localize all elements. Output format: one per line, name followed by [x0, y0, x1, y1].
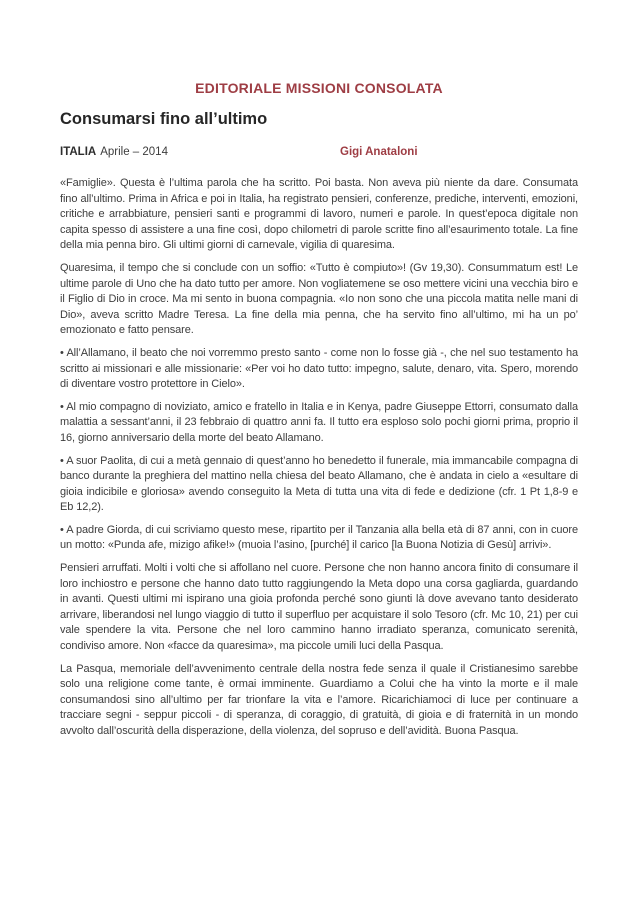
paragraph-pasqua: La Pasqua, memoriale dell’avvenimento centrale della nostra fede senza il quale il Cristianesimo sarebbe solo una religione come tante, è ormai imminente. Guardiamo a Colui che ha vinto la morte e il male consumandosi sino all’ultimo per far trionfare la vita e l’amore. Ricarichiamoci di luce per continuare a tracciare segni - seppur piccoli - di speranza, di coraggio, di gratuità, di gioia e di fraternità in un mondo avvolto dall’oscurità della disperazione, della violenza, del sopruso e dell’avidità. Buona Pasqua.	[60, 662, 578, 737]
paragraph-intro: «Famiglie». Questa è l’ultima parola che ha scritto. Poi basta. Non aveva più niente da dare. Consumata fino all’ultimo. Prima in Africa e poi in Italia, ha registrato pensieri, conferenze, prediche, interventi, emozioni, critiche e arrabbiature, pensieri santi e programmi di lavoro, numeri e parole. In quest’epoca digitale non capita spesso di assistere a una fine così, dopo chilometri di parole scritte fino all’esaurimento totale. La fine della mia penna biro. Gli ultimi giorni di carnevale, vigilia di quaresima.	[60, 177, 578, 252]
editorial-header: EDITORIALE MISSIONI CONSOLATA	[195, 80, 443, 96]
byline	[60, 145, 578, 160]
paragraph-bullet-paolita: • A suor Paolita, di cui a metà gennaio di quest’anno ho benedetto il funerale, mia immancabile compagna di banco durante la preghiera del mattino nella chiesa del beato Allamano, che è andata in cielo a «esultare di gioia indicibile e gloriosa» avendo conseguito la Meta di tutta una vita di fede e dedizione (cfr. 1 Pt 1,8-9 e Eb 12,2).	[60, 454, 578, 514]
byline-author: Gigi Anataloni	[340, 146, 418, 158]
paragraph-bullet-giorda: • A padre Giorda, di cui scriviamo questo mese, ripartito per il Tanzania alla bella età di 87 anni, con in cuore un motto: «Punda afe, mizigo afike!» (muoia l’asino, [purché] il carico [la Buona Notizia di Gesù] arrivi».	[60, 523, 578, 552]
paragraph-pensieri: Pensieri arruffati. Molti i volti che si affollano nel cuore. Persone che non hanno ancora finito di consumare il loro inchiostro e persone che hanno dato tutto raggiungendo la Meta dopo una corsa gagliarda, guardando in avanti. Questi ultimi mi ispirano una gioia profonda perché sono giunti là dove avevano tanto desiderato arrivare, liberandosi nel lungo viaggio di tutto il superfluo per acquistare il solo Tesoro (cfr. Mc 10, 21) per cui vale spendere la vita. Persone che nel loro cammino hanno irradiato speranza, comunicato serenità, condiviso amore. Non «facce da quaresima», ma piccole umili luci della Pasqua.	[60, 562, 578, 653]
byline-date: Aprile – 2014	[100, 146, 168, 158]
paragraph-bullet-ettorri: • Al mio compagno di noviziato, amico e fratello in Italia e in Kenya, padre Giuseppe Ettorri, consumato dalla malattia a sessant’anni, il 23 febbraio di quattro anni fa. Il tutto era esploso solo pochi giorni prima, proprio il 16, giorno anniversario della morte del beato Allamano.	[60, 400, 578, 444]
article-body	[60, 176, 578, 740]
article-title: Consumarsi fino all’ultimo	[60, 110, 268, 128]
byline-location: ITALIA	[60, 146, 97, 158]
paragraph-quaresima: Quaresima, il tempo che si conclude con un soffio: «Tutto è compiuto»! (Gv 19,30). Consummatum est! Le ultime parole di Uno che ha dato tutto per amore. Non vogliatemene se oso mettere vicini una vecchia biro e il Figlio di Dio in croce. Ma mi sento in buona compagnia. «Io non sono che una piccola matita nelle mani di Dio», aveva scritto Madre Teresa. La fine della mia penna, che ha servito fino all’ultimo, mi ha un po’ emozionato e fatto pensare.	[60, 261, 578, 337]
paragraph-bullet-allamano: • All’Allamano, il beato che noi vorremmo presto santo - come non lo fosse già -, che nel suo testamento ha scritto ai missionari e alle missionarie: «Per voi ho dato tutto: impegno, salute, denaro, vita. Spero, morendo di diventare vostro protettore in Cielo».	[60, 346, 578, 391]
